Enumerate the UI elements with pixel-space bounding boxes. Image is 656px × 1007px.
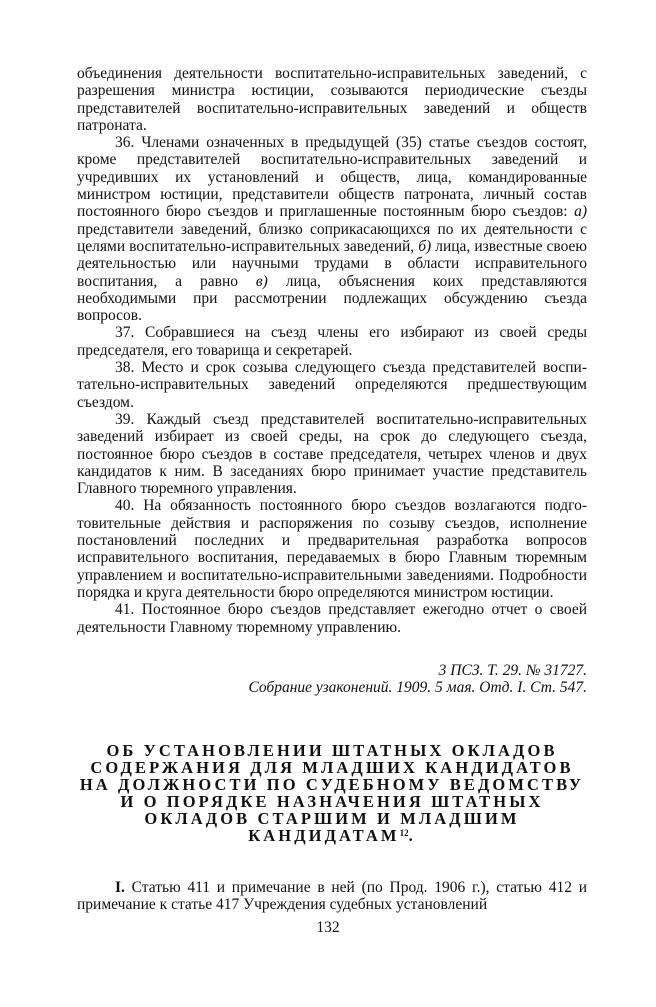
- article-36: [77, 134, 587, 324]
- article-36-text: лица, объяснения коих представляются необходимыми при рассмотрении подлежащих обсуждению съезда вопросов.: [77, 272, 587, 325]
- heading-line-2: СОДЕРЖАНИЯ ДЛЯ МЛАДШИХ КАНДИДАТОВ: [90, 758, 574, 777]
- heading-line-4: И О ПОРЯДКЕ НАЗНАЧЕНИЯ ШТАТНЫХ: [120, 792, 544, 811]
- article-40: 40. На обязанность постоянного бюро съездов возлагаются подготовительные действия и распоряжения по созыву съездов, исполнение постановлений последних и предварительная разработка вопросов исправительного воспитания, передаваемых в бюро Главным тюремным управлением и воспитательно-исправительными заведениями. Подробности порядка и круга деятельности бюро определяются министром юстиции.: [77, 497, 587, 601]
- heading-line-5: ОКЛАДОВ СТАРШИМ И МЛАДШИМ: [144, 809, 520, 828]
- page-number: 132: [316, 919, 340, 936]
- citation-line-2: Собрание узаконений. 1909. 5 мая. Отд. I. Ст. 547.: [248, 679, 587, 696]
- item-marker-v: в): [255, 272, 268, 290]
- article-41: 41. Постоянное бюро съездов представляет ежегодно отчет о своей деятельности Главному тюремному управлению.: [77, 601, 587, 636]
- article-39: 39. Каждый съезд представителей воспитательно-исправительных заведений избирает из своей среды, на срок до следующего съезда, постоянное бюро съездов в составе председателя, четырех членов и двух кандидатов к ним. В заседаниях бюро принимает участие представитель Главного тюремного управления.: [77, 410, 587, 498]
- source-citation: [77, 662, 587, 696]
- section-one-numeral: I.: [115, 879, 125, 896]
- heading-line-6-text: КАНДИДАТАМ: [248, 826, 400, 845]
- article-36-text: 36. Членами означенных в предыдущей (35) статье съездов состоят, кроме представителей воспитательно-исправительных заведений и учредивших их установлений и обществ, лица, командированные министром юстиции, представители обществ патроната, личный состав постоянного бюро съездов и приглашенные постоянным бюро съездов:: [77, 134, 587, 221]
- footnote-reference[interactable]: 12: [399, 828, 409, 838]
- heading-line-1: ОБ УСТАНОВЛЕНИИ ШТАТНЫХ ОКЛАДОВ: [106, 741, 558, 760]
- section-one-paragraph: [77, 879, 587, 914]
- item-marker-b: б): [418, 237, 432, 255]
- article-36-text: представители заведений, близко соприкасающихся по их деятельности с целями воспитательно-исправительных заведений,: [77, 220, 587, 255]
- paragraph-continued: объединения деятельности воспитательно-исправительных заведений, с разрешения министра юстиции, созываются периодические съезды представителей воспитательно-исправительных заведений и обществ патроната.: [77, 65, 587, 134]
- section-heading: [77, 742, 587, 844]
- section-one-text: Статью 411 и примечание в ней (по Прод. 1906 г.), статью 412 и примечание к статье 417 Учреждения судебных установлений: [77, 879, 587, 914]
- heading-line-6: КАНДИДАТАМ$^{12}$.: [248, 826, 416, 845]
- citation-line-1: 3 ПСЗ. Т. 29. № 31727.: [438, 662, 587, 679]
- body-text: [77, 65, 587, 636]
- article-36-text: лица, известные своею деятельностью или научными трудами в области исправительного воспитания, а равно: [77, 237, 587, 290]
- item-marker-a: а): [574, 203, 587, 221]
- section-one: [77, 879, 587, 914]
- article-38: 38. Место и срок созыва следующего съезда представителей воспитательно-исправительных заведений определяются предшествующим съездом.: [77, 359, 587, 411]
- article-37: 37. Собравшиеся на съезд члены его избирают из своей среды председателя, его товарища и секретарей.: [77, 324, 587, 359]
- heading-line-3: НА ДОЛЖНОСТИ ПО СУДЕБНОМУ ВЕДОМСТВУ: [79, 775, 585, 794]
